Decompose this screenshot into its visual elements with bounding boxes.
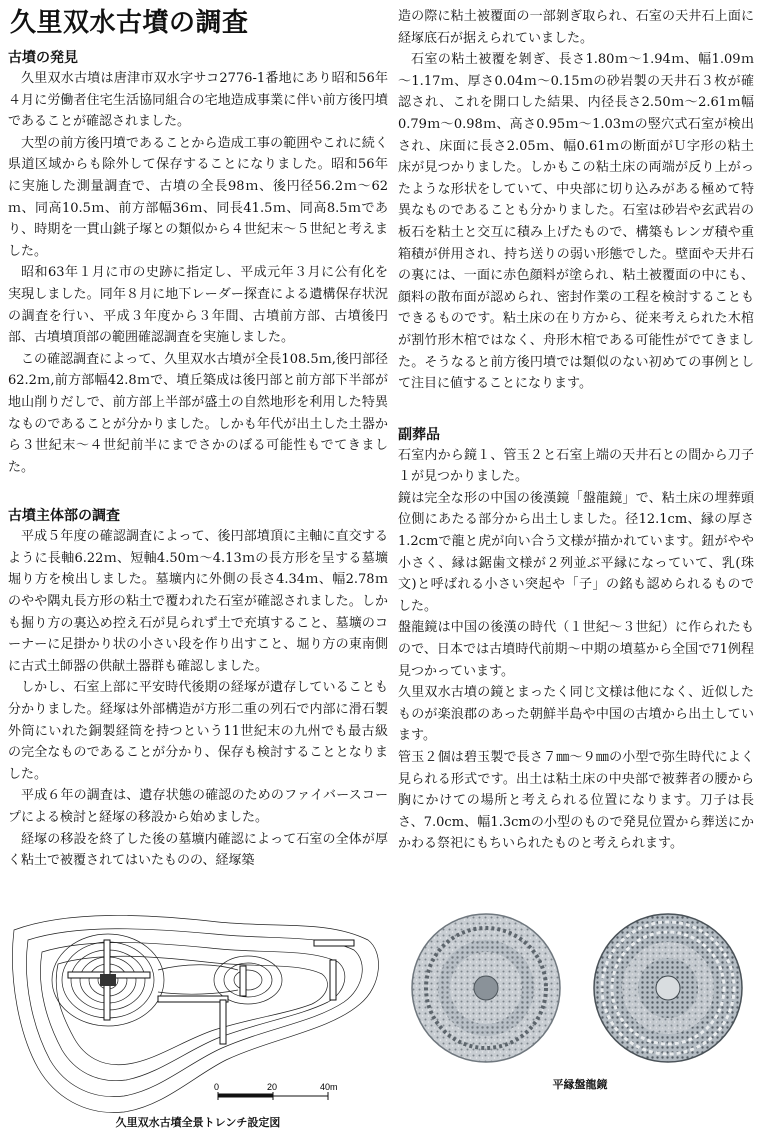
page-title: 久里双水古墳の調査	[10, 8, 249, 38]
discovery-paragraph-2: 大型の前方後円墳であることから造成工事の範囲やこれに続く県道区域からも除外して保存することになりました。昭和56年に実施した測量調査で、古墳の全長98ｍ、後円径56.2ｍ～62ｍ、同高10.5ｍ、前方部幅36ｍ、同長41.5ｍ、同高8.5ｍであり、時期を一貫山銚子塚との類似から４世紀末～５世紀と考えました。	[8, 135, 388, 259]
grave-goods-paragraph-4: 久里双水古墳の鏡とまったく同じ文様は他になく、近似したものが楽浪郡のあった朝鮮半島や中国の古墳から出土しています。	[398, 685, 754, 744]
discovery-paragraph-1: 久里双水古墳は唐津市双水字サコ2776-1番地にあり昭和56年４月に労働者住宅生活協同組合の宅地造成事業に伴い前方後円墳であることが確認されました。	[8, 71, 388, 130]
mirror-figure	[400, 910, 754, 1100]
left-column	[8, 48, 388, 872]
mirror-images	[400, 910, 754, 1074]
heading-grave-goods: 副葬品	[398, 426, 440, 443]
map-caption: 久里双水古墳全景トレンチ設定図	[115, 1116, 281, 1129]
site-map-figure	[8, 900, 388, 1132]
contour-map-drawing	[8, 900, 388, 1132]
grave-goods-paragraph-2: 鏡は完全な形の中国の後漢鏡「盤龍鏡」で、粘土床の埋葬頭位側にあたる部分から出土しました。径12.1cm、縁の厚さ1.2cmで龍と虎が向い合う文様が描かれています。鈕がやや小さく、縁は鋸歯文様が２列並ぶ平縁になっていて、乳(珠文)と呼ばれる小さい突起や「子」の銘も認められるものでした。	[398, 490, 754, 614]
mirror-rubbing	[594, 914, 742, 1062]
grave-goods-paragraph-1: 石室内から鏡１、管玉２と石室上端の天井石との間から刀子１が見つかりました。	[398, 447, 754, 485]
main-body-paragraph-3: 平成６年の調査は、遺存状態の確認のためのファイバースコープによる検討と経塚の移設から始めました。	[8, 788, 388, 825]
scale-label-40m: 40m	[320, 1082, 338, 1092]
scale-label-20: 20	[267, 1082, 278, 1092]
discovery-paragraph-4: この確認調査によって、久里双水古墳が全長108.5ｍ,後円部径62.2ｍ,前方部幅42.8ｍで、墳丘築成は後円部と前方部下半部が地山削りだしで、前方部上半部が盛土の自然地形を利用した特異なものであることが分かりました。しかも年代が出土した土器から３世紀末～４世紀前半にまでさかのぼる可能性もでてきました。	[8, 351, 388, 475]
scale-label-0: 0	[214, 1082, 220, 1092]
right-column	[398, 6, 754, 855]
mirror-photo	[412, 914, 560, 1062]
heading-discovery: 古墳の発見	[8, 50, 78, 66]
main-body-paragraph-2: しかし、石室上部に平安時代後期の経塚が遺存していることも分かりました。経塚は外部構造が方形二重の列石で内部に滑石製外筒にいれた銅製経筒を持つという11世紀末の九州でも最古級の完全なものであることが分かり、保存も検討することとなりました。	[8, 680, 388, 782]
mirror-caption: 平縁盤龍鏡	[552, 1078, 608, 1091]
main-body-paragraph-6: 石室の粘土被覆を剝ぎ、長さ1.80ｍ～1.94ｍ、幅1.09ｍ～1.17ｍ、厚さ0.04ｍ～0.15ｍの砂岩製の天井石３枚が確認され、これを開口した結果、内径長さ2.50ｍ～2.61ｍ幅0.79ｍ～0.98ｍ、高さ0.95ｍ～1.03ｍの竪穴式石室が検出され、床面に長さ2.05ｍ、幅0.61ｍの断面がＵ字形の粘土床が見つかりました。しかもこの粘土床の両端が反り上がったような形状をしていて、中央部に切り込みがある極めて特異なものであることも分かりました。石室は砂岩や玄武岩の板石を粘土と交互に積み上げたもので、構築もレンガ積や重箱積が併用され、持ち送りの弱い形態でした。壁面や天井石の裏には、一面に赤色顔料が塗られ、粘土被覆面の中にも、顔料の散布面が認められ、密封作業の工程を検討することもできるものです。粘土床の在り方から、従来考えられた木棺が割竹形木棺ではなく、舟形木棺である可能性がでてきました。そうなると前方後円墳では類似のない初めての事例として注目に値することになります。	[398, 52, 754, 392]
discovery-paragraph-3: 昭和63年１月に市の史跡に指定し、平成元年３月に公有化を実現しました。同年８月に地下レーダー探査による遺構保存状況の調査を行い、平成３年度から３年間、古墳前方部、古墳後円部、古墳墳頂部の範囲確認調査を実施しました。	[8, 265, 388, 346]
scale-bar	[218, 1092, 328, 1100]
grave-goods-paragraph-5: 管玉２個は碧玉製で長さ７㎜～９㎜の小型で弥生時代によく見られる形式です。出土は粘土床の中央部で被葬者の腰から胸にかけての場所と考えられる位置になります。刀子は長さ、7.0cm、幅1.3cmの小型のもので発見位置から葬送にかかわる祭祀にもちいられたものと考えられます。	[398, 750, 754, 852]
main-body-paragraph-5: 造の際に粘土被覆面の一部剝ぎ取られ、石室の天井石上面に経塚底石が据えられていました。	[398, 9, 754, 46]
main-body-paragraph-4: 経塚の移設を終了した後の墓壙内確認によって石室の全体が厚く粘土で被覆されてはいたものの、経塚築	[8, 831, 388, 869]
heading-main-body: 古墳主体部の調査	[8, 508, 120, 525]
stone-chamber-mark	[100, 974, 116, 986]
grave-goods-paragraph-3: 盤龍鏡は中国の後漢の時代（１世紀～３世紀）に作られたもので、日本では古墳時代前期～中期の墳墓から全国で71例程見つかっています。	[398, 620, 754, 679]
main-body-paragraph-1: 平成５年度の確認調査によって、後円部墳頂に主軸に直交するように長軸6.22ｍ、短軸4.50ｍ～4.13ｍの長方形を呈する墓壙堀り方を検出しました。墓壙内に外側の長さ4.34ｍ、幅2.78ｍのやや隅丸長方形の粘土で覆われた石室が確認されました。しかも掘り方の裏込め控え石が見られず土で充填すること、墓壙のコーナーに足掛かり状の小さい段を作り出すこと、堀り方の東南側に古式土師器の供献土器群も確認しました。	[8, 529, 388, 674]
